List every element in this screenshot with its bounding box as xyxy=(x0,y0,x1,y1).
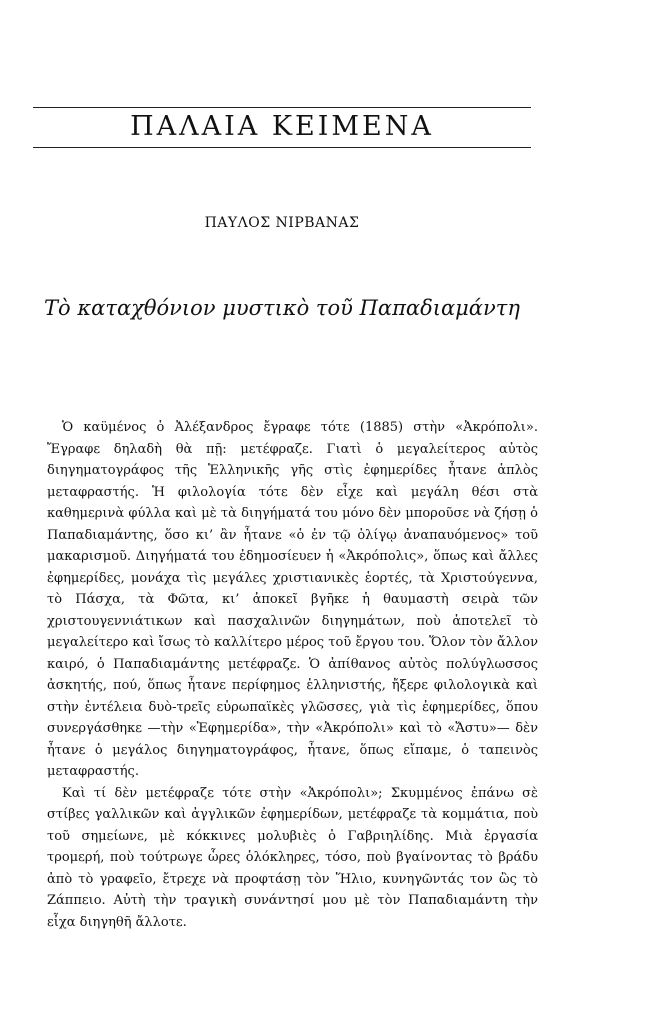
header-bottom-rule xyxy=(33,147,531,148)
article-author: ΠΑΥΛΟΣ ΝΙΡΒΑΝΑΣ xyxy=(204,215,360,231)
section-title: ΠΑΛΑΙΑ ΚΕΙΜΕΝΑ xyxy=(130,111,434,142)
article-title: Τὸ καταχθόνιον μυστικὸ τοῦ Παπαδιαμάντη xyxy=(44,296,520,320)
body-paragraph: Ὁ καϋμένος ὁ Ἀλέξανδρος ἔγραφε τότε (1885) στὴν «Ἀκρόπολι». Ἔγραφε δηλαδὴ θὰ πῇ: μετέφραζε. Γιατὶ ὁ μεγαλείτερος αὐτὸς διηγηματογράφος τῆς Ἑλληνικῆς γῆς στὶς ἐφημερίδες ἦτανε ἁπλὸς μεταφραστής. Ἡ φιλολογία τότε δὲν εἶχε καὶ μεγάλη θέσι στὰ καθημερινὰ φύλλα καὶ μὲ τὰ διηγήματά του μόνο δὲν μποροῦσε νὰ ζήσῃ ὁ Παπαδιαμάντης, ὅσο κι’ ἂν ἦτανε «ὁ ἐν τῷ ὀλίγῳ ἀναπαυόμενος» τοῦ μακαρισμοῦ. Διηγήματά του ἐδημοσίευεν ἡ «Ἀκρόπολις», ὅπως καὶ ἄλλες ἐφημερίδες, μονάχα τὶς μεγάλες χριστιανικὲς ἑορτές, τὰ Χριστούγεννα, τὸ Πάσχα, τὰ Φῶτα, κι’ ἀποκεῖ βγῆκε ἡ θαυμαστὴ σειρὰ τῶν χριστουγεννιάτικων καὶ πασχαλινῶν διηγημάτων, ποὺ ἀποτελεῖ τὸ μεγαλείτερο καὶ ἴσως τὸ καλλίτερο μέρος τοῦ ἔργου του. Ὅλον τὸν ἄλλον καιρό, ὁ Παπαδιαμάντης μετέφραζε. Ὁ ἀπίθανος αὐτὸς πολύγλωσσος ἀσκητής, πού, ὅπως ἦτανε περίφημος ἑλληνιστής, ἤξερε φιλολογικὰ καὶ στὴν ἐντέλεια δυὸ-τρεῖς εὐρωπαϊκὲς γλῶσσες, γιὰ τὶς ἐφημερίδες, ὅπου συνεργάσθηκε —τὴν «Ἐφημερίδα», τὴν «Ἀκρόπολι» καὶ τὸ «Ἄστυ»— δὲν ἦτανε ὁ μεγάλος διηγηματογράφος, ἦτανε, ὅπως εἴπαμε, ὁ ταπεινὸς μεταφραστής. xyxy=(47,420,538,779)
article-body xyxy=(47,417,538,933)
header-top-rule xyxy=(33,107,531,108)
body-paragraph: Καὶ τί δὲν μετέφραζε τότε στὴν «Ἀκρόπολι»; Σκυμμένος ἐπάνω σὲ στίβες γαλλικῶν καὶ ἀγγλικῶν ἐφημερίδων, μετέφραζε τὰ κομμάτια, ποὺ τοῦ σημείωνε, μὲ κόκκινες μολυβιὲς ὁ Γαβριηλίδης. Μιὰ ἐργασία τρομερή, ποὺ τούτρωγε ὧρες ὁλόκληρες, τόσο, ποὺ βγαίνοντας τὸ βράδυ ἀπὸ τὸ γραφεῖο, ἔτρεχε νὰ προφτάσῃ τὸν Ἥλιο, κυνηγῶντάς τον ὣς τὸ Ζάππειο. Αὐτὴ τὴν τραγικὴ συνάντησί μου μὲ τὸν Παπαδιαμάντη τὴν εἶχα διηγηθῆ ἄλλοτε. xyxy=(47,785,538,930)
